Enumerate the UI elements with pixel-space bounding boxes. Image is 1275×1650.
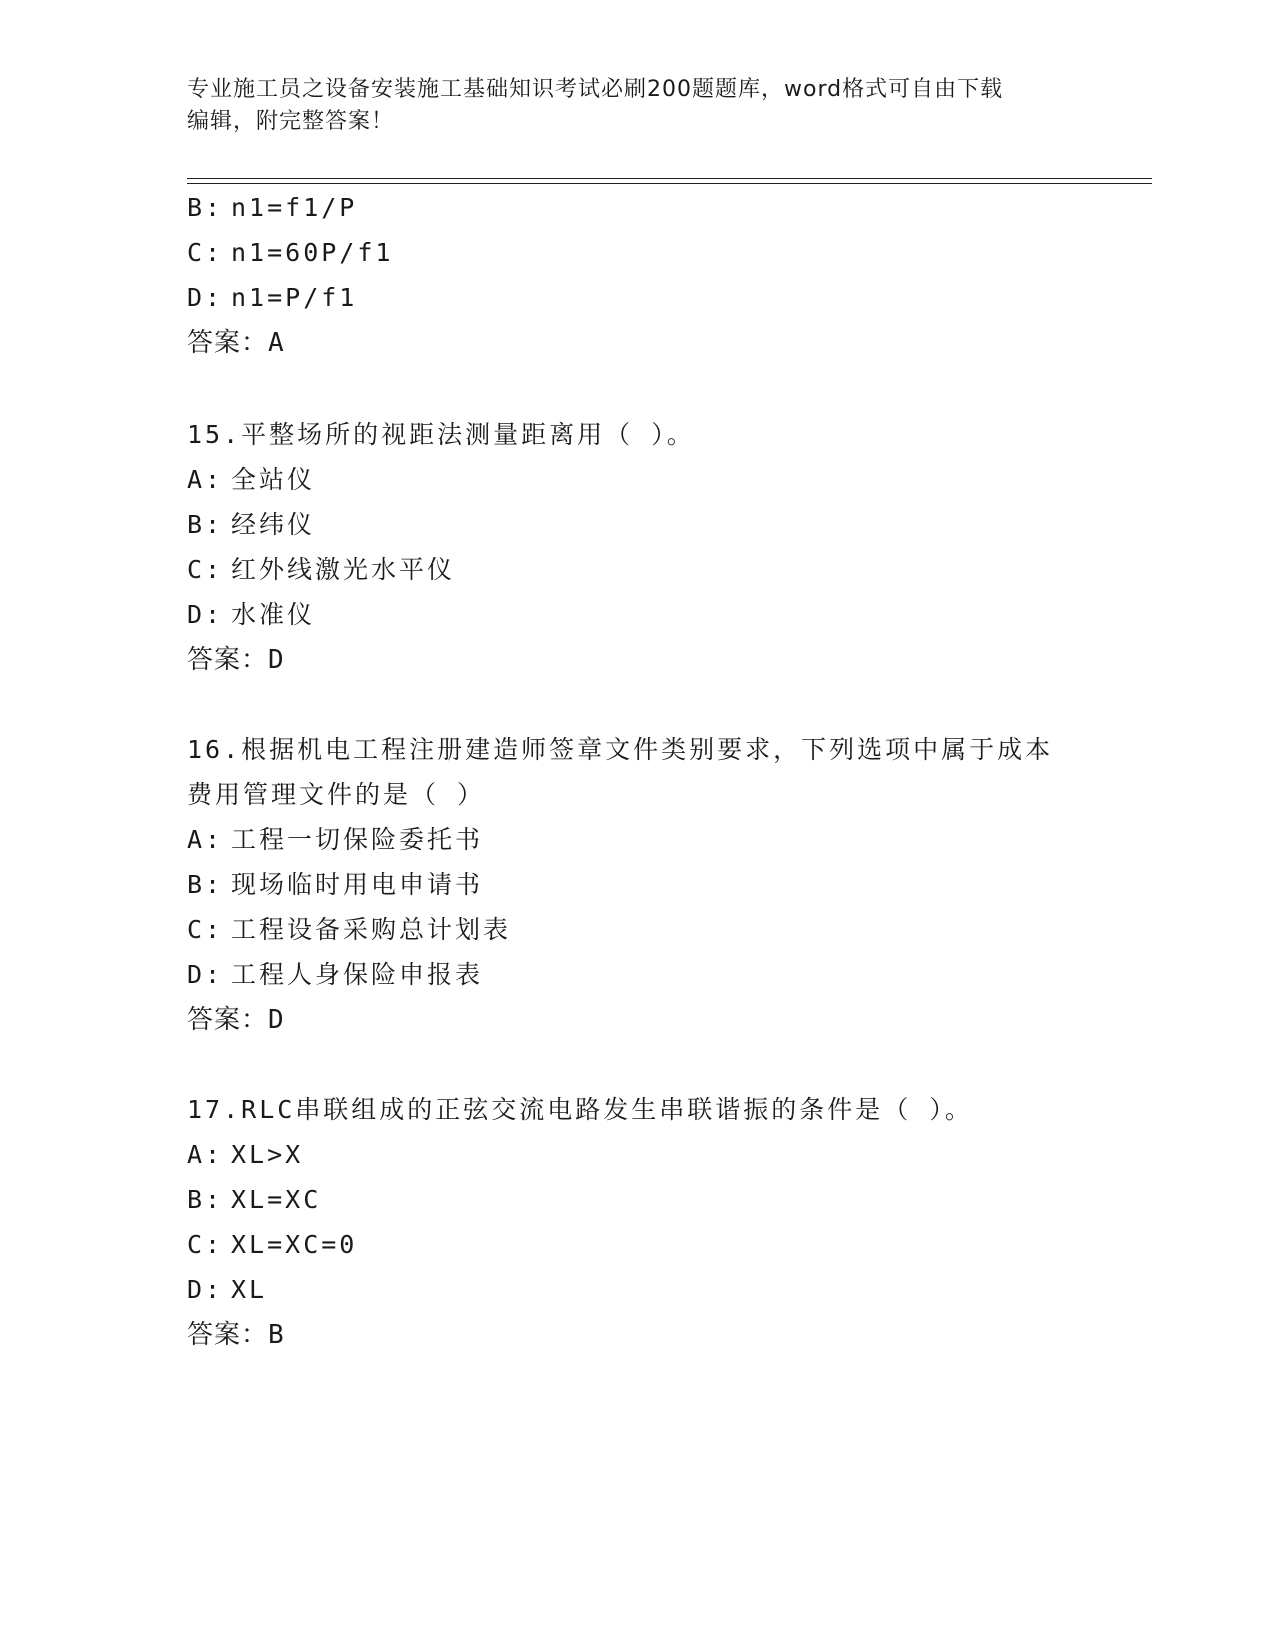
question-stem: 15.平整场所的视距法测量距离用（ ）。 [187,420,695,449]
option-text: 工程设备采购总计划表 [231,915,512,944]
option-row [187,1139,303,1171]
question-stem: 17.RLC串联组成的正弦交流电路发生串联谐振的条件是（ ）。 [187,1095,973,1124]
answer-value: B [268,1320,285,1350]
option-text: XL>X [231,1140,304,1169]
header-divider-top [187,178,1152,179]
answer-label: 答案： [187,328,269,358]
answer-value: A [268,328,285,358]
option-row [187,869,483,901]
option-text: 经纬仪 [231,510,316,539]
answer-value: D [268,1005,285,1035]
option-text: 现场临时用电申请书 [231,870,484,899]
question-stem-line-2: 费用管理文件的是（ ） [187,780,486,809]
option-key: C: [187,238,224,267]
option-key: D: [187,283,224,312]
option-text: n1=f1/P [231,193,358,222]
option-row [187,959,483,991]
option-text: 水准仪 [231,600,316,629]
question-stem-line-1: 16.根据机电工程注册建造师签章文件类别要求，下列选项中属于成本 [187,735,1054,764]
option-key: D: [187,600,224,629]
option-row [187,282,357,314]
option-row [187,914,511,946]
option-text: XL=XC=0 [231,1230,358,1259]
option-key: C: [187,555,224,584]
option-text: 红外线激光水平仪 [231,555,456,584]
option-text: XL=XC [231,1185,322,1214]
header-divider-bottom [187,183,1152,184]
option-row [187,554,455,586]
option-key: A: [187,825,224,854]
option-text: n1=60P/f1 [231,238,394,267]
answer-row [187,1004,285,1036]
option-text: XL [231,1275,268,1304]
option-key: B: [187,193,224,222]
answer-row [187,327,285,359]
option-row [187,1184,321,1216]
header-title-line-1: 专业施工员之设备安装施工基础知识考试必刷200题题库，word格式可自由下载 [187,77,1004,102]
answer-row [187,644,285,676]
option-row [187,599,315,631]
option-key: B: [187,510,224,539]
answer-value: D [268,645,285,675]
option-key: C: [187,915,224,944]
header-title-line-2: 编辑，附完整答案！ [187,109,395,134]
option-row [187,824,483,856]
option-text: n1=P/f1 [231,283,358,312]
document-header [187,74,1077,138]
option-row [187,1229,357,1261]
option-key: A: [187,1140,224,1169]
option-row [187,1274,267,1306]
answer-label: 答案： [187,645,269,675]
option-row [187,464,315,496]
option-text: 工程一切保险委托书 [231,825,484,854]
option-key: B: [187,1185,224,1214]
option-key: B: [187,870,224,899]
option-row [187,192,357,224]
option-key: D: [187,960,224,989]
answer-label: 答案： [187,1005,269,1035]
option-text: 工程人身保险申报表 [231,960,484,989]
option-row [187,237,393,269]
option-key: C: [187,1230,224,1259]
option-text: 全站仪 [231,465,316,494]
option-key: A: [187,465,224,494]
option-key: D: [187,1275,224,1304]
option-row [187,509,315,541]
answer-label: 答案： [187,1320,269,1350]
answer-row [187,1319,285,1351]
